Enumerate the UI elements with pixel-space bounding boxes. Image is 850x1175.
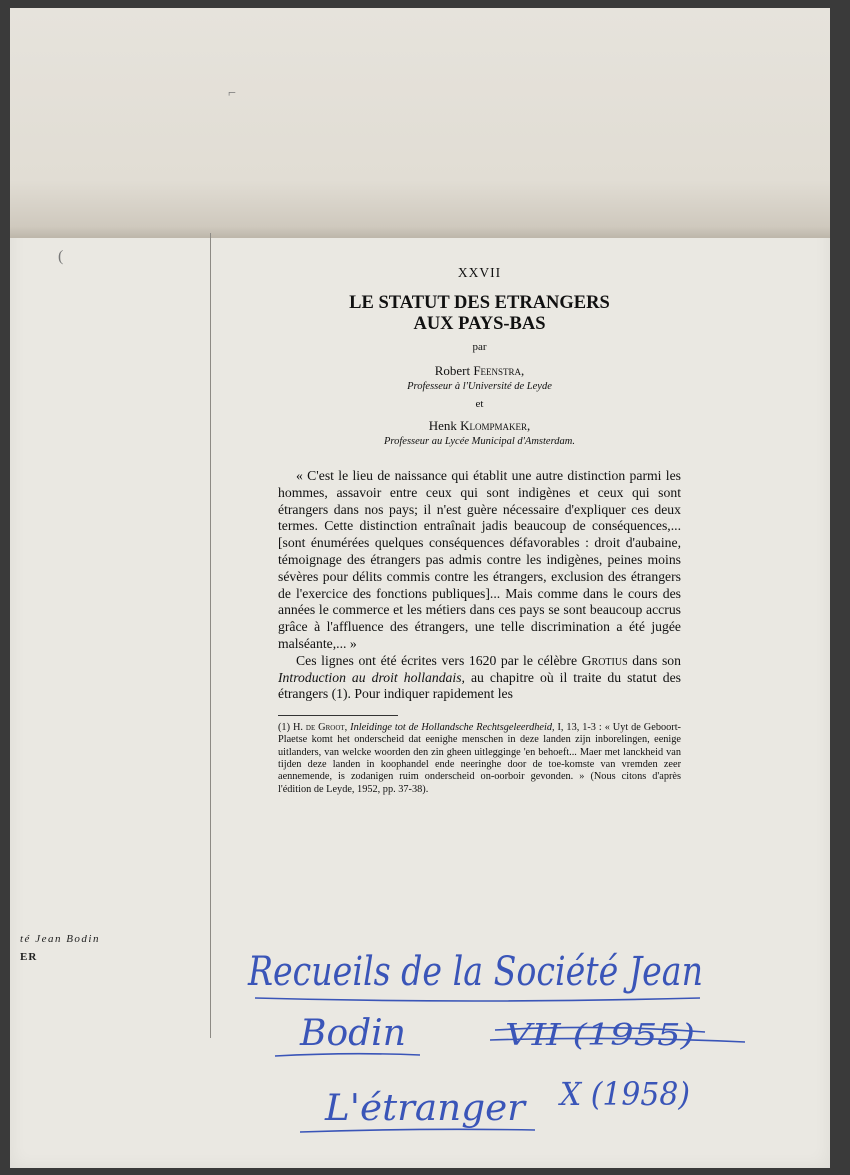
fn-title: Inleidinge tot de Hollandsche Rechtsgeleerdheid, [350,722,555,734]
para2-title: Introduction au droit hollandais, [278,669,465,685]
hand-line-3a: L'étranger [323,1088,527,1129]
hand-underline-1 [255,998,700,1001]
paragraph-quote: « C'est le lieu de naissance qui établit une autre distinction parmi les hommes, assavoir entre ceux qui sont indigènes et ceux qui sont étrangers dans nos pays; il n'est guère nécessaire d'expliquer ces deux termes. Cette distinction entraînait jadis beaucoup de conséquences,... [sont énumérées quelques conséquences défavorables : droit d'aubaine, témoignage des étrangers pas admis contre les indigènes, peines moins sévères pour délits commis contre les étrangers, exclusion des étrangers de l'exercice des fonctions publiques]... Mais comme dans le cours des années le commerce et les métiers dans ces pays se sont beaucoup accrus grâce à l'affluence des étrangers, une telle discrimination a été jugée malséante,... » [278,468,681,651]
para2-e: au chapitre où il traite du statut des étrangers (1). Pour indiquer rapidement les [278,669,681,702]
side-text-2: ER [20,951,38,963]
fn-e: I, 13, 1-3 : « Uyt de Geboort-Plaetse komt het onderscheid dat eenighe menschen in deze landen zijn inborelingen, eenige uitlanders, van welcke woorden den zin gheen uitlegginge 'en behoeft... Maer met lanckheid van tijden deze landen in koophandel ende neeringhe door de toe-komste van vremden zeer aennemende, is zodanigen ruim onderscheid on-oorboir gevonden. » (Nous citons d'après l'édition de Leyde, 1952, pp. 37-38). [278,722,681,795]
para2-a: Ces lignes ont été écrites vers 1620 par le célèbre [296,652,582,668]
chapter-number: XXVII [457,265,502,280]
hand-underline-3 [300,1129,535,1132]
para2-grotius: Grotius [581,652,628,668]
et-label: et [475,398,484,410]
author-2-affiliation: Professeur au Lycée Municipal d'Amsterdam. [384,436,575,447]
hand-underline-2 [275,1054,420,1056]
par-label: par [472,341,487,353]
fn-author: de Groot, [305,722,348,734]
para2-c: dans son [627,652,681,668]
hand-line-3b: X (1958) [557,1075,690,1113]
side-text-1: té Jean Bodin [20,933,100,945]
author-1-affiliation: Professeur à l'Université de Leyde [407,381,552,392]
hand-line-2a: Bodin [300,1013,406,1054]
author-1-first: Robert [434,363,471,378]
title-line-2: AUX PAYS-BAS [413,314,546,334]
fn-a: (1) H. [278,722,306,734]
author-1-last: Feenstra, [473,363,525,378]
stray-mark-paren: ( [58,248,64,265]
hand-line-2b: VII (1955) [505,1018,695,1053]
author-2-last: Klompmaker, [460,418,531,433]
hand-line-1: Recueils de la Société Jean [247,949,703,995]
author-2-first: Henk [428,418,457,433]
title-line-1: LE STATUT DES ETRANGERS [349,293,610,313]
stray-mark: ⌐ [228,86,236,101]
